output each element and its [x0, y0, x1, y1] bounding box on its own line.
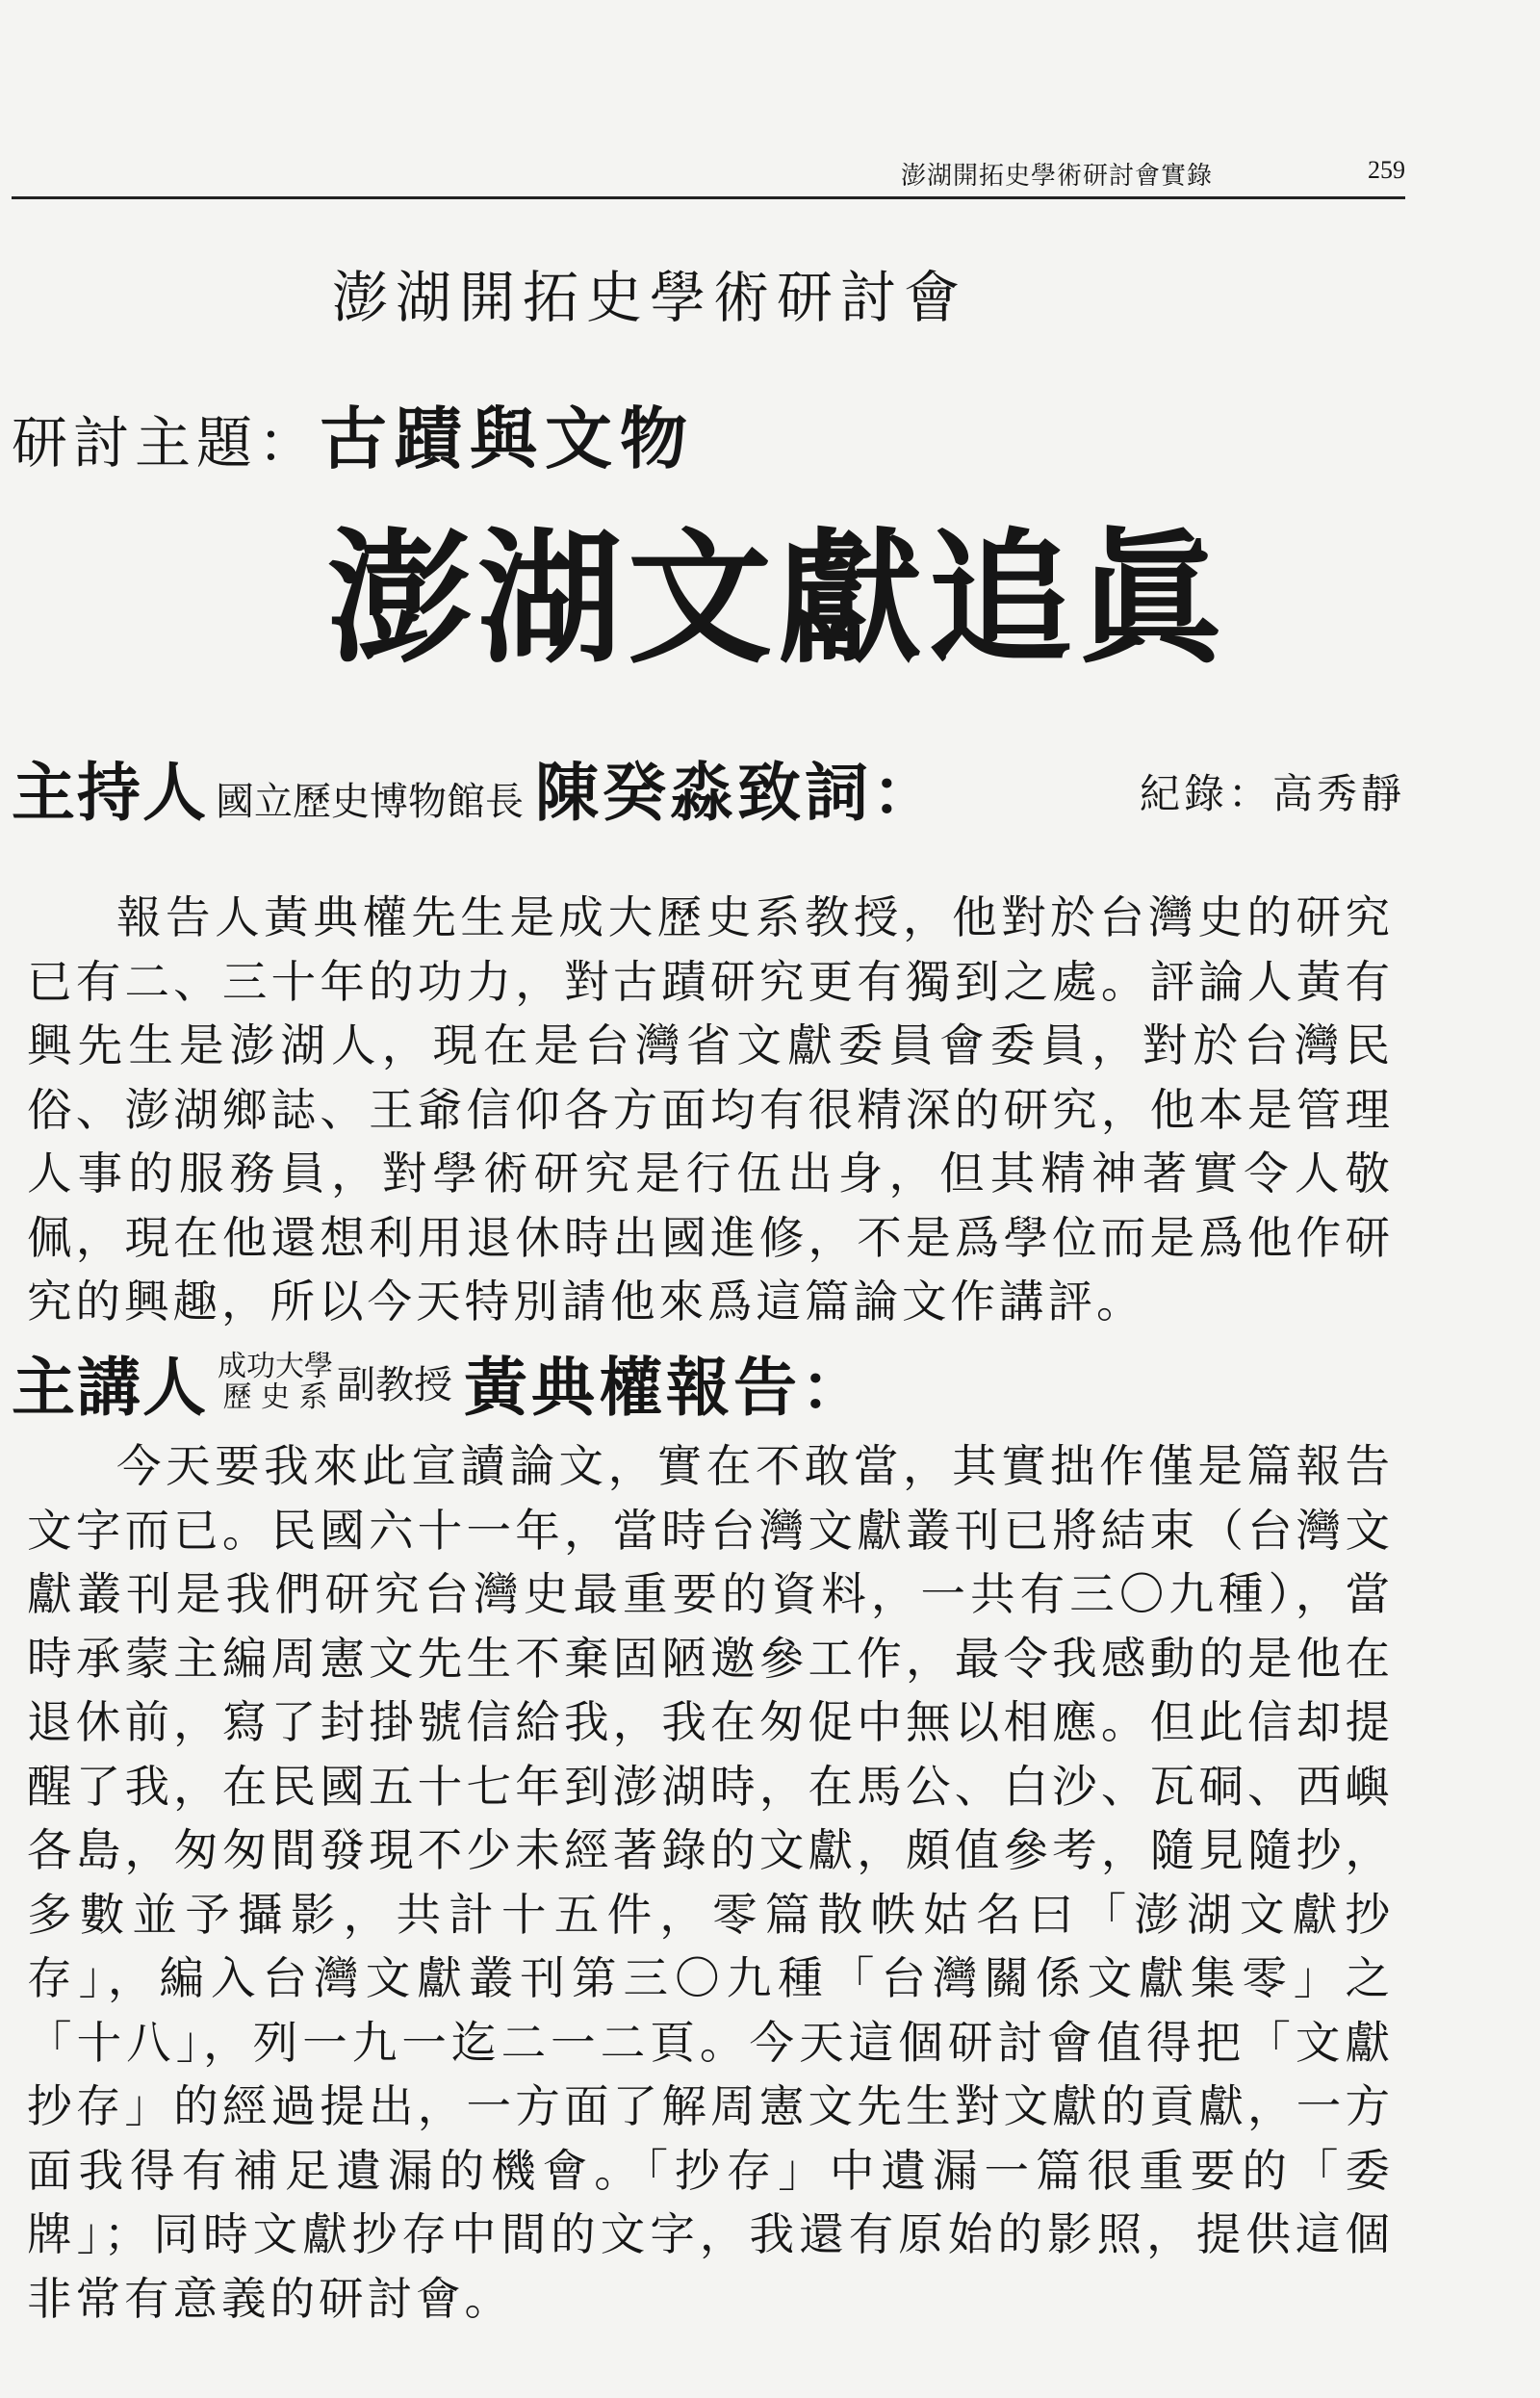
running-header	[12, 154, 1405, 199]
conference-title: 澎湖開拓史學術研討會	[332, 265, 968, 330]
speaker-report-paragraph: 今天要我來此宣讀論文，實在不敢當，其實拙作僅是篇報告文字而已。民國六十一年，當時台灣文獻叢刊已將結束（台灣文獻叢刊是我們研究台灣史最重要的資料，一共有三〇九種），當時承蒙主編周憲文先生不棄固陋邀參工作，最令我感動的是他在退休前，寫了封掛號信給我，我在匆促中無以相應。但此信却提醒了我，在民國五十七年到澎湖時，在馬公、白沙、瓦硐、西嶼各島，匆匆間發現不少未經著錄的文獻，頗值參考，隨見隨抄，多數並予攝影，共計十五件，零篇散帙姑名曰「澎湖文獻抄存」，編入台灣文獻叢刊第三〇九種「台灣關係文獻集零」之「十八」，列一九一迄二一二頁。今天這個研討會值得把「文獻抄存」的經過提出，一方面了解周憲文先生對文獻的貢獻，一方面我得有補足遺漏的機會。「抄存」中遺漏一篇很重要的「委牌」；同時文獻抄存中間的文字，我還有原始的影照，提供這個非常有意義的研討會。	[27, 1440, 1394, 2325]
page-number: 259	[1368, 156, 1405, 184]
running-title: 澎湖開拓史學術研討會實錄	[900, 162, 1213, 191]
speaker-title: 副教授	[337, 1363, 452, 1407]
speaker-affiliation-line1: 成功大學	[218, 1349, 333, 1383]
host-affiliation: 國立歷史博物館長	[216, 780, 524, 824]
speaker-affiliation	[218, 1349, 333, 1414]
speaker-affiliation-line2: 歷 史 系	[222, 1379, 328, 1414]
topic-line	[12, 385, 695, 482]
host-remarks-paragraph: 報告人黃典權先生是成大歷史系教授，他對於台灣史的研究已有二、三十年的功力，對古蹟研究更有獨到之處。評論人黃有興先生是澎湖人，現在是台灣省文獻委員會委員，對於台灣民俗、澎湖鄉誌、王爺信仰各方面均有很精深的研究，他本是管理人事的服務員，對學術研究是行伍出身，但其精神著實令人敬佩，現在他還想利用退休時出國進修，不是爲學位而是爲他作研究的興趣，所以今天特別請他來爲這篇論文作講評。	[27, 891, 1394, 1328]
speaker-role: 主講人	[12, 1351, 208, 1425]
host-line	[12, 741, 1405, 838]
host-name: 陳癸淼致詞：	[535, 756, 939, 830]
speaker-line	[12, 1336, 1405, 1432]
topic-value: 古蹟與文物	[320, 400, 696, 478]
speaker-name: 黃典權報告：	[464, 1351, 868, 1425]
recorder-credit: 紀錄：高秀靜	[1139, 770, 1405, 817]
host-role: 主持人	[12, 756, 208, 830]
topic-label: 研討主題：	[12, 410, 321, 476]
main-title: 澎湖文獻追眞	[327, 516, 1229, 683]
